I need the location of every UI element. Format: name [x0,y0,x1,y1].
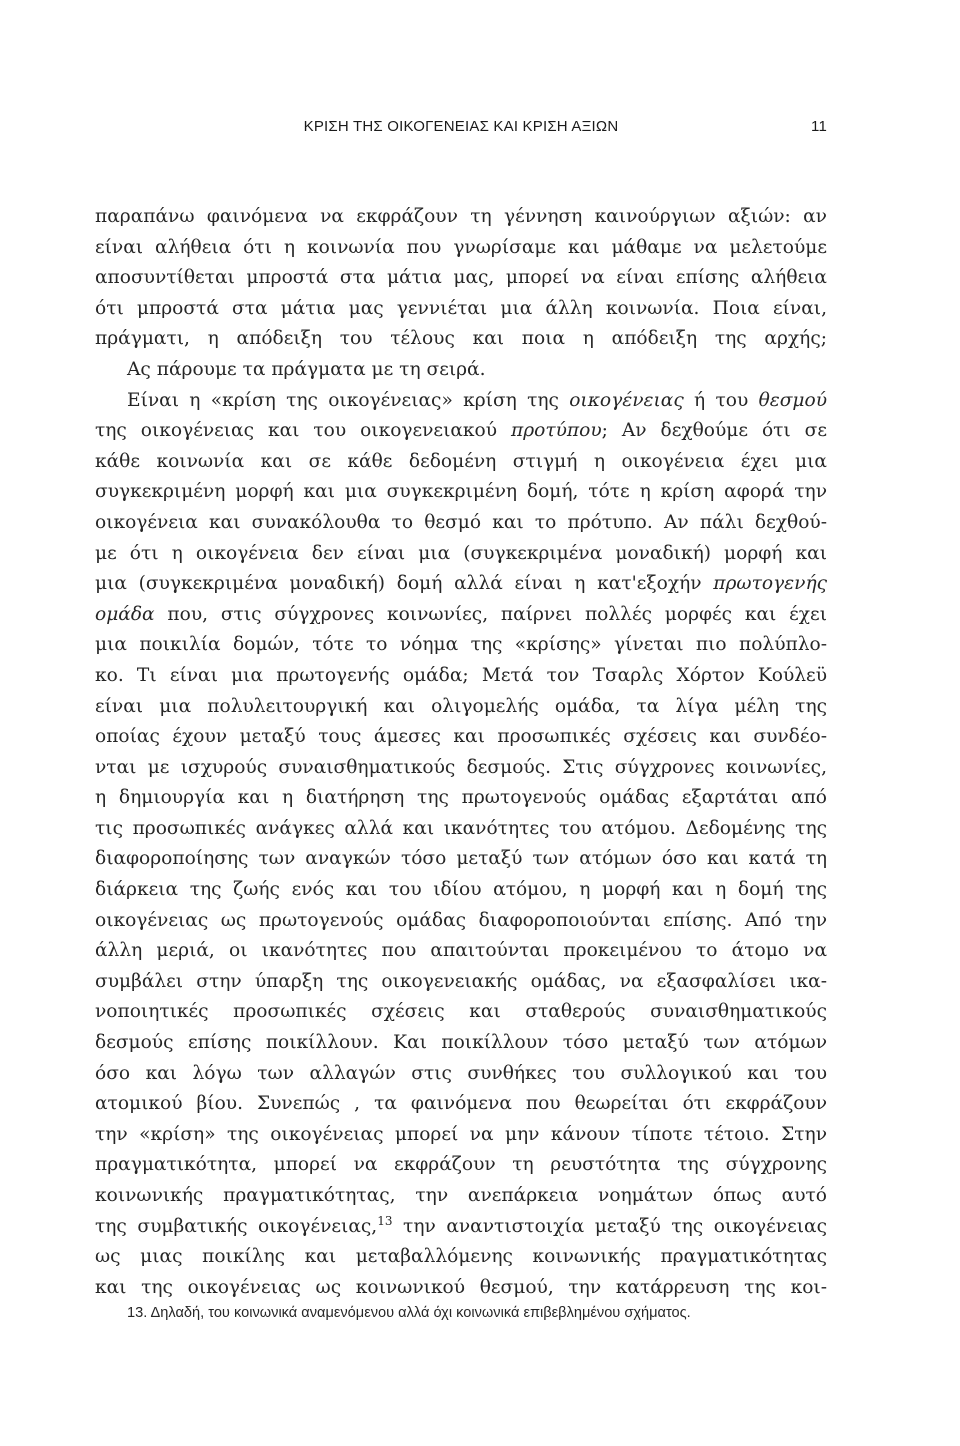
text-run: της συμβατικής οικογένειας, [95,1215,378,1237]
italic-term: θεσμού [758,389,827,411]
text-line: κο. Τι είναι μια πρωτογενής ομάδα; Μετά τον Τσαρλς Χόρτον Κούλεϋ [95,664,827,686]
running-header [95,118,827,142]
text-line: συμβάλει στην ύπαρξη της οικογενειακής ομάδας, να εξασφαλίσει ικα- [95,970,827,992]
page-number: 11 [811,118,827,135]
text-line: πραγματικότητα, μπορεί να εκφράζουν τη ρευστότητα της σύγχρονης [95,1154,827,1176]
text-line: δεσμούς επίσης ποικίλλουν. Και ποικίλλουν τόσο μεταξύ των ατόμων [95,1032,827,1054]
text-line: πράγματι, η απόδειξη του τέλους και ποια η απόδειξη της αρχής; [95,328,827,350]
text-run: Είναι η «κρίση της οικογένειας» κρίση της [127,389,570,411]
text-line [95,600,827,631]
text-run: μια (συγκεκριμένα μοναδική) δομή αλλά είναι η κατ'εξοχήν [95,573,714,595]
text-line: με ότι η οικογένεια δεν είναι μια (συγκεκριμένα μοναδική) μορφή και [95,542,827,564]
text-line: κοινωνικής πραγματικότητας, την ανεπάρκεια νοημάτων όπως αυτό [95,1185,827,1206]
footnote-reference: 13 [377,1213,393,1228]
text-line: ατομικού βίου. Συνεπώς , τα φαινόμενα που θεωρείται ότι εκφράζουν [95,1093,827,1115]
text-line: οποίας έχουν μεταξύ τους άμεσες και προσωπικές σχέσεις και συνδέο- [95,726,827,748]
text-line: νοποιητικές προσωπικές σχέσεις και σταθερούς συναισθηματικούς [95,1001,827,1023]
text-line: και της οικογένειας ως κοινωνικού θεσμού, την κατάρρευση της κοι- [95,1276,827,1298]
text-run: της οικογένειας και του οικογενειακού [95,420,511,442]
text-line: οικογένειας ως πρωτογενούς ομάδας διαφοροποιούνται επίσης. Από την [95,909,827,931]
italic-term: ομάδα [95,603,155,625]
text-line: είναι αλήθεια ότι η κοινωνία που γνωρίσαμε και μάθαμε να μελετούμε [95,236,827,258]
text-line: οικογένεια και συνακόλουθα το θεσμό και το πρότυπο. Αν πάλι δεχθού- [95,511,827,533]
running-title: ΚΡΙΣΗ ΤΗΣ ΟΙΚΟΓΕΝΕΙΑΣ ΚΑΙ ΚΡΙΣΗ ΑΞΙΩΝ [303,118,619,135]
italic-term: πρωτογενής [713,573,827,595]
text-line [95,416,827,447]
text-line: την «κρίση» της οικογένειας μπορεί να μην κάνουν τίποτε τέτοιο. Στην [95,1123,827,1145]
text-line: διάρκεια της ζωής ενός και του ιδίου ατόμου, η μορφή και η δομή της [95,879,827,901]
italic-term: οικογένειας [569,389,684,411]
text-line: διαφοροποίησης των αναγκών τόσο μεταξύ των ατόμων όσο και κατά τη [95,848,827,870]
text-line: κάθε κοινωνία και σε κάθε δεδομένη στιγμή η οικογένεια έχει μια [95,450,827,472]
text-line: νται με ισχυρούς συναισθηματικούς δεσμούς. Στις σύγχρονες κοινωνίες, [95,756,827,778]
text-line: όσο και λόγω των αλλαγών στις συνθήκες του συλλογικού και του [95,1062,827,1084]
text-line: είναι μια πολυλειτουργική και ολιγομελής ομάδα, τα λίγα μέλη της [95,695,827,717]
text-line [95,1212,827,1243]
text-line: αποσυντίθεται μπροστά στα μάτια μας, μπορεί να είναι επίσης αλήθεια [95,267,827,289]
text-line: Ας πάρουμε τα πράγματα με τη σειρά. [127,358,486,380]
text-line: η δημιουργία και η διατήρηση της πρωτογενούς ομάδας εξαρτάται από [95,787,827,809]
text-run: ; Αν δεχθούμε ότι σε [601,420,827,442]
text-line: ως μιας ποικίλης και μεταβαλλόμενης κοινωνικής πραγματικότητας [95,1246,827,1268]
text-line [95,386,827,417]
text-line: παραπάνω φαινόμενα να εκφράζουν τη γέννηση καινούργιων αξιών: αν [95,206,827,227]
text-run: ή του [683,389,759,411]
text-line [95,569,827,600]
text-run: που, στις σύγχρονες κοινωνίες, παίρνει πολλές μορφές και έχει [154,603,827,625]
text-line: ότι μπροστά στα μάτια μας γεννιέται μια άλλη κοινωνία. Ποια είναι, [95,297,827,319]
text-line: άλλη μεριά, οι ικανότητες που απαιτούνται προκειμένου το άτομο να [95,940,827,962]
footnote: 13. Δηλαδή, του κοινωνικά αναμενόμενου αλλά όχι κοινωνικά επιβεβλημένου σχήματος. [127,1305,691,1321]
text-line: τις προσωπικές ανάγκες αλλά και ικανότητες του ατόμου. Δεδομένης της [95,817,827,839]
body-text [95,202,827,1303]
text-run: την αναντιστοιχία μεταξύ της οικογένειας [392,1215,827,1237]
text-line: συγκεκριμένη μορφή και μια συγκεκριμένη δομή, τότε η κρίση αφορά την [95,481,827,503]
text-line: μια ποικιλία δομών, τότε το νόημα της «κρίσης» γίνεται πιο πολύπλο- [95,634,827,656]
italic-term: προτύπου [510,420,602,442]
